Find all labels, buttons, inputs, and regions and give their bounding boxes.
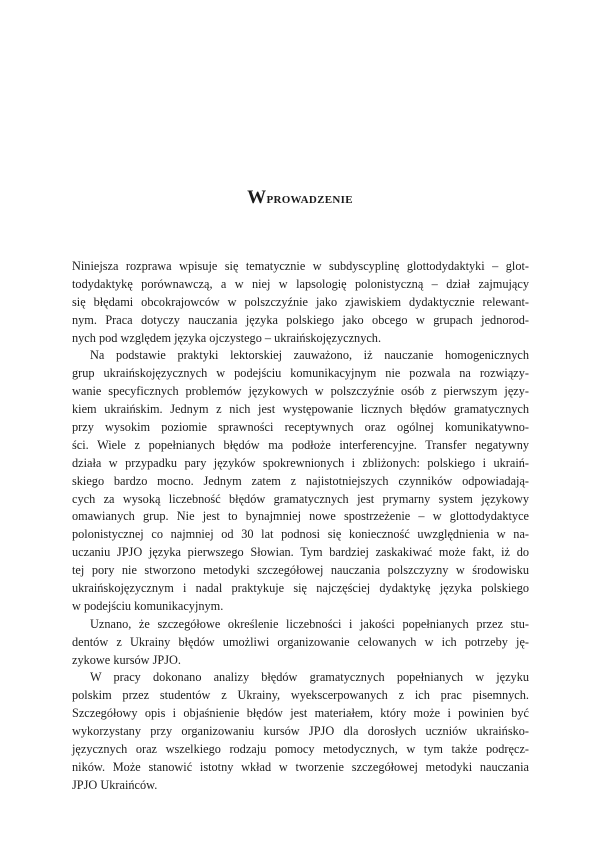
text-line: Szczegółowy opis i objaśnienie błędów jest materiałem, który może i powinien być <box>72 706 529 721</box>
text-line: skiego bardzo mocno. Jednym zatem z najistotniejszych czynników odpowiadają- <box>72 473 529 488</box>
text-line: polonistycznej co najmniej od 30 lat podnosi się konieczność uwzględnienia w na- <box>72 527 529 542</box>
chapter-title <box>0 187 600 209</box>
paragraph <box>72 258 529 347</box>
text-line: dentów z Ukrainy błędów umożliwi organizowanie celowanych w ich potrzeby ję- <box>72 634 529 649</box>
text-line: Uznano, że szczegółowe określenie liczebności i jakości popełnianych przez stu- <box>90 616 529 631</box>
chapter-title-initial: W <box>247 187 267 208</box>
text-line: tej pory nie stworzono metodyki szczegółowej nauczania polszczyzny w środowisku <box>72 563 529 578</box>
text-line: wanie specyficznych problemów językowych w polszczyźnie osób z pierwszym języ- <box>72 384 529 399</box>
text-line: zykowe kursów JPJO. <box>72 652 181 667</box>
text-line: polskim przez studentów z Ukrainy, wyekscerpowanych z ich prac pisemnych. <box>72 688 529 703</box>
text-line: nych pod względem języka ojczystego – ukraińskojęzycznych. <box>72 330 382 345</box>
text-line: języcznych oraz wszelkiego rodzaju pomocy metodycznych, w tym także podręcz- <box>72 742 529 757</box>
text-line: przy wysokim poziomie sprawności receptywnych oraz ogólnej komunikatywno- <box>72 420 529 435</box>
text-line: się błędami obcokrajowców w polszczyźnie jako zjawiskiem dydaktycznie relewant- <box>72 294 529 309</box>
text-line: kiem ukraińskim. Jednym z nich jest występowanie licznych błędów gramatycznych <box>72 402 529 417</box>
text-line: todydaktykę porównawczą, a w niej w lapsologię polonistyczną – dział zajmujący <box>72 276 529 291</box>
text-line: cych za wysoką liczebność błędów gramatycznych jest prymarny system językowy <box>72 491 529 506</box>
paragraph <box>72 616 529 670</box>
text-line: w podejściu komunikacyjnym. <box>72 598 224 613</box>
text-line: ści. Wiele z popełnianych błędów ma podłoże interferencyjne. Transfer negatywny <box>72 437 529 452</box>
text-line: JPJO Ukraińców. <box>72 777 158 792</box>
text-line: grup ukraińskojęzycznych w podejściu komunikacyjnym nie pozwala na rozwiązy- <box>72 366 529 381</box>
text-line: Na podstawie praktyki lektorskiej zauważono, iż nauczanie homogenicznych <box>90 348 529 363</box>
paragraph <box>72 347 529 615</box>
text-line: nym. Praca dotyczy nauczania języka polskiego jako obcego w grupach jednorod- <box>72 312 529 327</box>
text-line: W pracy dokonano analizy błędów gramatycznych popełnianych w języku <box>90 670 529 685</box>
text-line: działa w przypadku pary języków spokrewnionych i zbliżonych: polskiego i ukraiń- <box>72 455 529 470</box>
paragraph <box>72 669 529 794</box>
text-line: ników. Może stanowić istotny wkład w tworzenie szczegółowej metodyki nauczania <box>72 759 529 774</box>
text-line: uczaniu JPJO języka pierwszego Słowian. Tym bardziej zaskakiwać może fakt, iż do <box>72 545 529 560</box>
text-line: ukraińskojęzycznym i nadal praktykuje się najczęściej dydaktykę języka polskiego <box>72 581 529 596</box>
text-line: omawianych grup. Nie jest to bynajmniej nowe spostrzeżenie – w glottodydaktyce <box>72 509 529 524</box>
chapter-title-rest: prowadzenie <box>266 190 353 207</box>
text-line: wykorzystany przy organizowaniu kursów JPJO dla dorosłych uczniów ukraińsko- <box>72 724 529 739</box>
text-line: Niniejsza rozprawa wpisuje się tematycznie w subdyscyplinę glottodydaktyki – glot- <box>72 259 529 273</box>
body-text <box>72 258 529 795</box>
